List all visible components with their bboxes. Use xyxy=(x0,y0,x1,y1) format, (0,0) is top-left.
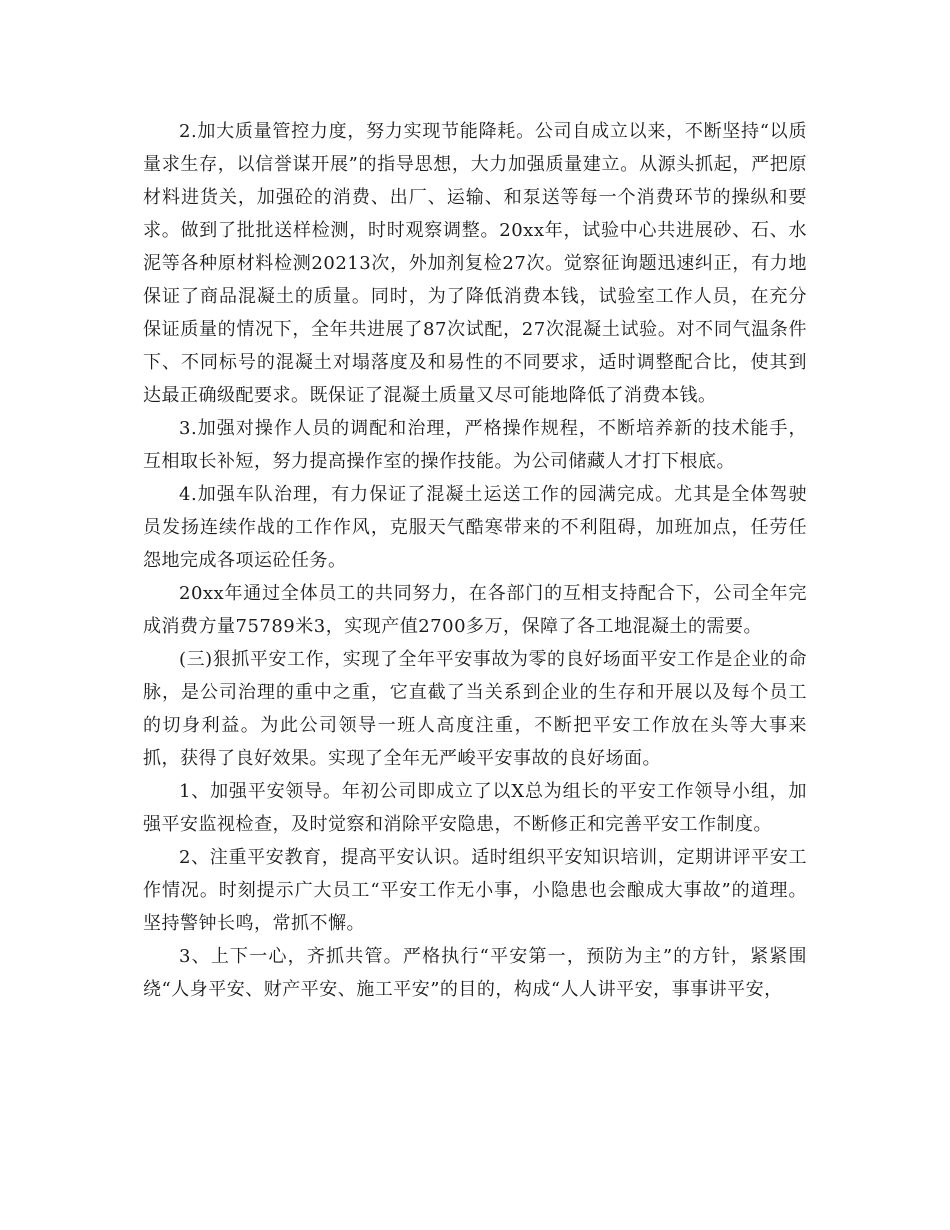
paragraph-quality-control: 2.加大质量管控力度，努力实现节能降耗。公司自成立以来，不断坚持“以质量求生存，以信誉谋开展”的指导思想，大力加强质量建立。从源头抓起，严把原材料进货关，加强砼的消费、出厂、运输、和泵送等每一个消费环节的操纵和要求。做到了批批送样检测，时时观察调整。20xx年，试验中心共进展砂、石、水泥等各种原材料检测20213次，外加剂复检27次。觉察征询题迅速纠正，有力地保证了商品混凝土的质量。同时，为了降低消费本钱，试验室工作人员，在充分保证质量的情况下，全年共进展了87次试配，27次混凝土试验。对不同气温条件下、不同标号的混凝土对塌落度及和易性的不同要求，适时调整配合比，使其到达最正确级配要求。既保证了混凝土质量又尽可能地降低了消费本钱。 xyxy=(143,121,807,406)
paragraph-fleet-management: 4.加强车队治理，有力保证了混凝土运送工作的园满完成。尤其是全体驾驶员发扬连续作战的工作作风，克服天气酷寒带来的不利阻碍，加班加点，任劳任怨地完成各项运砼任务。 xyxy=(143,484,807,571)
paragraph-safety-education: 2、注重平安教育，提高平安认识。适时组织平安知识培训，定期讲评平安工作情况。时刻提示广大员工“平安工作无小事，小隐患也会酿成大事故”的道理。坚持警钟长鸣，常抓不懈。 xyxy=(143,847,807,934)
document-body xyxy=(143,115,807,1006)
paragraph-safety-leadership: 1、加强平安领导。年初公司即成立了以X总为组长的平安工作领导小组，加强平安监视检查，及时觉察和消除平安隐患，不断修正和完善平安工作制度。 xyxy=(143,781,807,835)
paragraph-joint-management: 3、上下一心，齐抓共管。严格执行“平安第一，预防为主”的方针，紧紧围绕“人身平安、财产平安、施工平安”的目的，构成“人人讲平安，事事讲平安， xyxy=(143,946,807,1000)
paragraph-safety-work: (三)狠抓平安工作，实现了全年平安事故为零的良好场面平安工作是企业的命脉，是公司治理的重中之重，它直截了当关系到企业的生存和开展以及每个员工的切身利益。为此公司领导一班人高度注重，不断把平安工作放在头等大事来抓，获得了良好效果。实现了全年无严峻平安事故的良好场面。 xyxy=(143,649,807,769)
paragraph-operator-management: 3.加强对操作人员的调配和治理，严格操作规程，不断培养新的技术能手，互相取长补短，努力提高操作室的操作技能。为公司储藏人才打下根底。 xyxy=(143,418,807,472)
paragraph-annual-output: 20xx年通过全体员工的共同努力，在各部门的互相支持配合下，公司全年完成消费方量75789米3，实现产值2700多万，保障了各工地混凝土的需要。 xyxy=(143,583,807,637)
